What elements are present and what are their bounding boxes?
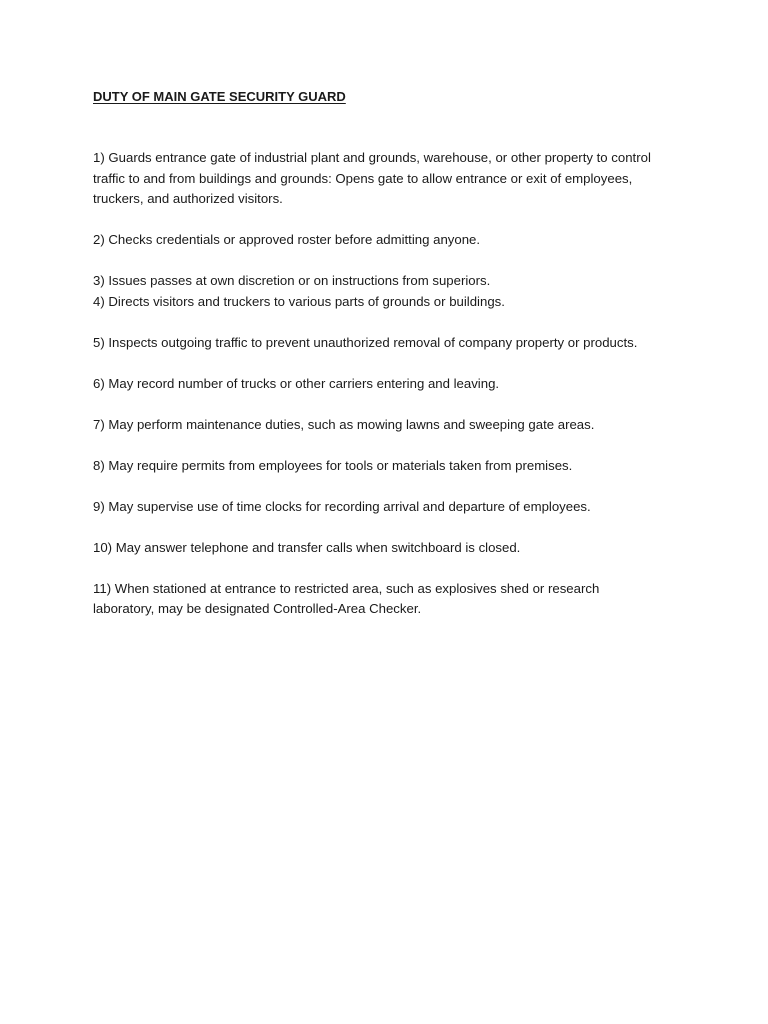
- duty-item-9: 9) May supervise use of time clocks for recording arrival and departure of employees.: [93, 498, 591, 514]
- duty-item-8: 8) May require permits from employees for tools or materials taken from premises.: [93, 457, 573, 473]
- duty-item-7: 7) May perform maintenance duties, such as mowing lawns and sweeping gate areas.: [93, 416, 595, 432]
- duty-item-2: 2) Checks credentials or approved roster before admitting anyone.: [93, 232, 481, 247]
- duty-list: [93, 148, 663, 620]
- document-title: DUTY OF MAIN GATE SECURITY GUARD: [93, 89, 346, 104]
- duty-item-4: 4) Directs visitors and truckers to various parts of grounds or buildings.: [93, 293, 505, 309]
- duty-item-10: 10) May answer telephone and transfer calls when switchboard is closed.: [93, 539, 521, 555]
- duty-item-5: 5) Inspects outgoing traffic to prevent unauthorized removal of company property or products.: [93, 334, 638, 350]
- duty-item-11: 11) When stationed at entrance to restricted area, such as explosives shed or research laboratory, may be designated Controlled-Area Checker.: [93, 580, 600, 616]
- duty-item-6: 6) May record number of trucks or other carriers entering and leaving.: [93, 375, 500, 391]
- duty-item-1: 1) Guards entrance gate of industrial plant and grounds, warehouse, or other property to control traffic to and from buildings and grounds: Opens gate to allow entrance or exit of employees, truckers, and authorized visitors.: [93, 150, 651, 206]
- duty-item-3: 3) Issues passes at own discretion or on instructions from superiors.: [93, 273, 491, 288]
